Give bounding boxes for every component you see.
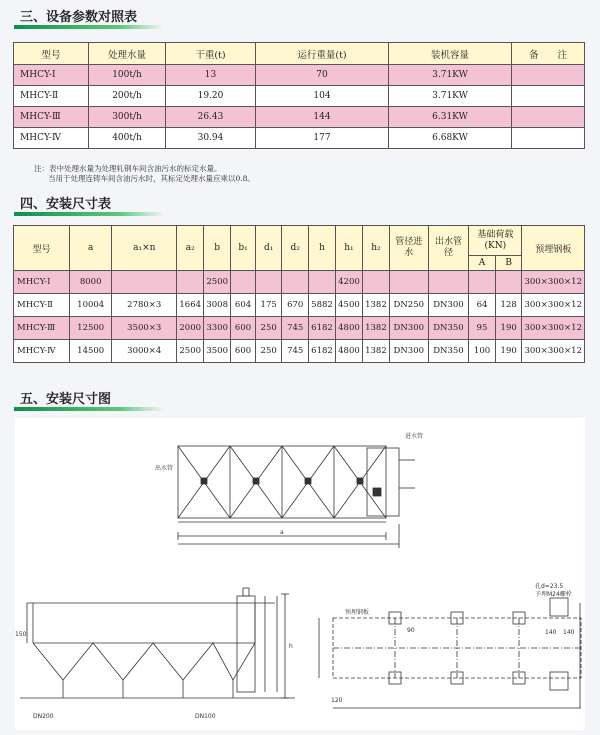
table-cell: 1382 — [362, 340, 389, 363]
table-cell: 2500 — [204, 271, 231, 294]
col-power: 装机容量 — [389, 43, 512, 65]
table-header-row — [14, 43, 585, 65]
label-embedded-plate: 预埋钢板 — [345, 609, 370, 616]
col-a1n: a₁×n — [112, 226, 177, 271]
table-cell: 3008 — [204, 294, 231, 317]
table-cell: 14500 — [70, 340, 112, 363]
table-cell: 1382 — [362, 317, 389, 340]
table-cell: DN350 — [428, 340, 469, 363]
table-cell: 300t/h — [89, 107, 166, 128]
table-cell: 6182 — [309, 317, 336, 340]
table-cell: 95 — [469, 317, 496, 340]
table-cell: 100t/h — [89, 65, 166, 86]
col-load-b: B — [495, 256, 522, 271]
label-dim-150: 150 — [15, 631, 27, 638]
table-row — [14, 340, 585, 363]
tank-plan-cells — [178, 446, 386, 518]
label-dn100: DN100 — [195, 713, 216, 720]
section-title-params: 三、设备参数对照表 — [20, 10, 138, 25]
table-row — [14, 65, 585, 86]
table-cell: 3.71KW — [389, 65, 512, 86]
table-cell — [469, 271, 496, 294]
col-inlet-label: 管径进水 — [395, 237, 423, 258]
section-title-install-drawing: 五、安装尺寸图 — [20, 392, 112, 407]
table-cell — [512, 128, 585, 149]
col-b1: b₁ — [231, 226, 256, 271]
col-d2: d₂ — [282, 226, 309, 271]
table-cell: 400t/h — [89, 128, 166, 149]
label-dim-h: h — [289, 643, 293, 650]
table-cell: 30.94 — [166, 128, 256, 149]
col-load-label: 基础荷载(KN) — [477, 229, 514, 251]
table-cell: MHCY-Ⅰ — [14, 65, 89, 86]
table-cell: 250 — [255, 317, 282, 340]
table-cell: 745 — [282, 340, 309, 363]
table-cell: 4200 — [335, 271, 362, 294]
col-dry-weight: 干重(t) — [166, 43, 256, 65]
table-cell — [177, 271, 204, 294]
col-d1: d₁ — [255, 226, 282, 271]
label-m24-bolt: 予埋M24螺栓 — [535, 591, 572, 598]
table-cell: MHCY-Ⅲ — [14, 317, 70, 340]
table-row — [14, 107, 585, 128]
table-cell: 70 — [256, 65, 389, 86]
col-capacity: 处理水量 — [89, 43, 166, 65]
col-model: 型号 — [14, 43, 89, 65]
table-cell: 4500 — [335, 294, 362, 317]
label-outlet-pipe: 出水管 — [155, 465, 174, 472]
col-h2: h₂ — [362, 226, 389, 271]
table-cell — [282, 271, 309, 294]
table-cell: 128 — [495, 294, 522, 317]
col-b: b — [204, 226, 231, 271]
table-cell: DN300 — [389, 317, 428, 340]
table-cell: 5882 — [309, 294, 336, 317]
table-cell: 144 — [256, 107, 389, 128]
install-drawing-svg — [15, 418, 585, 730]
table-cell — [512, 86, 585, 107]
table-cell: 1664 — [177, 294, 204, 317]
table-cell: 604 — [231, 294, 256, 317]
table-cell: 2500 — [177, 340, 204, 363]
table-cell: MHCY-Ⅰ — [14, 271, 70, 294]
label-dim-140-a: 140 — [545, 629, 557, 636]
table-row — [14, 317, 585, 340]
label-dim-120: 120 — [331, 697, 343, 704]
table-cell: 300×300×12 — [522, 317, 585, 340]
col-model: 型号 — [14, 226, 70, 271]
table-cell: MHCY-Ⅳ — [14, 128, 89, 149]
table-cell — [428, 271, 469, 294]
table-cell: 670 — [282, 294, 309, 317]
table-cell: DN250 — [389, 294, 428, 317]
col-load-a: A — [469, 256, 496, 271]
table-cell: 10004 — [70, 294, 112, 317]
table-cell: 1382 — [362, 294, 389, 317]
table-cell: 190 — [495, 340, 522, 363]
table-note — [34, 164, 255, 184]
table-cell — [362, 271, 389, 294]
table-cell — [112, 271, 177, 294]
table-cell: 3.71KW — [389, 86, 512, 107]
table-cell: 745 — [282, 317, 309, 340]
label-dim-a: a — [280, 529, 284, 536]
table-cell: 6.68KW — [389, 128, 512, 149]
section-underline — [14, 25, 164, 29]
table-cell: 600 — [231, 340, 256, 363]
section-underline — [14, 212, 164, 216]
table-header-row — [14, 226, 585, 256]
col-remarks: 备 注 — [512, 43, 585, 65]
label-hole: 孔d=23.5 — [535, 583, 564, 590]
table-cell: 6182 — [309, 340, 336, 363]
col-outlet-label: 出水管径 — [434, 237, 462, 258]
table-cell: 2000 — [177, 317, 204, 340]
table-cell: 104 — [256, 86, 389, 107]
col-a: a — [70, 226, 112, 271]
col-h1: h₁ — [335, 226, 362, 271]
table-cell: 2780×3 — [112, 294, 177, 317]
col-running-weight: 运行重量(t) — [256, 43, 389, 65]
col-inlet — [389, 226, 428, 271]
table-cell: 250 — [255, 340, 282, 363]
table-cell: 100 — [469, 340, 496, 363]
params-table — [13, 42, 585, 149]
table-row — [14, 128, 585, 149]
col-plate: 预埋钢板 — [522, 226, 585, 271]
table-cell — [255, 271, 282, 294]
table-row — [14, 86, 585, 107]
col-outlet — [428, 226, 469, 271]
table-cell — [512, 65, 585, 86]
table-cell — [231, 271, 256, 294]
table-cell: 4800 — [335, 340, 362, 363]
table-cell: 177 — [256, 128, 389, 149]
table-row — [14, 294, 585, 317]
label-dim-90: 90 — [407, 627, 415, 634]
table-cell: 200t/h — [89, 86, 166, 107]
table-cell: 300×300×12 — [522, 340, 585, 363]
col-h: h — [309, 226, 336, 271]
table-cell: 3500×3 — [112, 317, 177, 340]
table-cell: 190 — [495, 317, 522, 340]
table-cell: 3500 — [204, 340, 231, 363]
table-cell: 12500 — [70, 317, 112, 340]
table-cell: 64 — [469, 294, 496, 317]
table-cell: MHCY-Ⅱ — [14, 294, 70, 317]
table-cell: DN300 — [428, 294, 469, 317]
table-cell: 6.31KW — [389, 107, 512, 128]
table-row — [14, 271, 585, 294]
note-line-2: 当用于处理连铸车间含油污水时，其标定处理水量应乘以0.8。 — [48, 174, 255, 183]
table-cell: 19.20 — [166, 86, 256, 107]
label-dim-140-b: 140 — [563, 629, 575, 636]
table-cell: MHCY-Ⅲ — [14, 107, 89, 128]
table-cell: DN300 — [389, 340, 428, 363]
label-dn200: DN200 — [33, 713, 54, 720]
table-cell — [389, 271, 428, 294]
table-cell: 13 — [166, 65, 256, 86]
section-underline — [14, 407, 164, 411]
install-drawing — [15, 418, 585, 730]
table-cell: 26.43 — [166, 107, 256, 128]
table-cell: 175 — [255, 294, 282, 317]
table-cell — [495, 271, 522, 294]
table-cell: 600 — [231, 317, 256, 340]
table-cell: 8000 — [70, 271, 112, 294]
table-cell: 3300 — [204, 317, 231, 340]
table-cell — [512, 107, 585, 128]
install-size-table — [13, 225, 585, 363]
table-cell — [309, 271, 336, 294]
table-cell: MHCY-Ⅱ — [14, 86, 89, 107]
table-cell: 300×300×12 — [522, 271, 585, 294]
table-cell: DN350 — [428, 317, 469, 340]
table-cell: MHCY-Ⅳ — [14, 340, 70, 363]
note-line-1: 注：表中处理水量为处理轧钢车间含油污水的标定水量。 — [34, 164, 222, 173]
col-load — [469, 226, 522, 256]
label-inlet-pipe: 进水管 — [405, 433, 424, 440]
col-a2: a₂ — [177, 226, 204, 271]
table-cell: 4800 — [335, 317, 362, 340]
table-cell: 300×300×12 — [522, 294, 585, 317]
table-cell: 3000×4 — [112, 340, 177, 363]
section-title-install-size: 四、安装尺寸表 — [20, 197, 112, 212]
